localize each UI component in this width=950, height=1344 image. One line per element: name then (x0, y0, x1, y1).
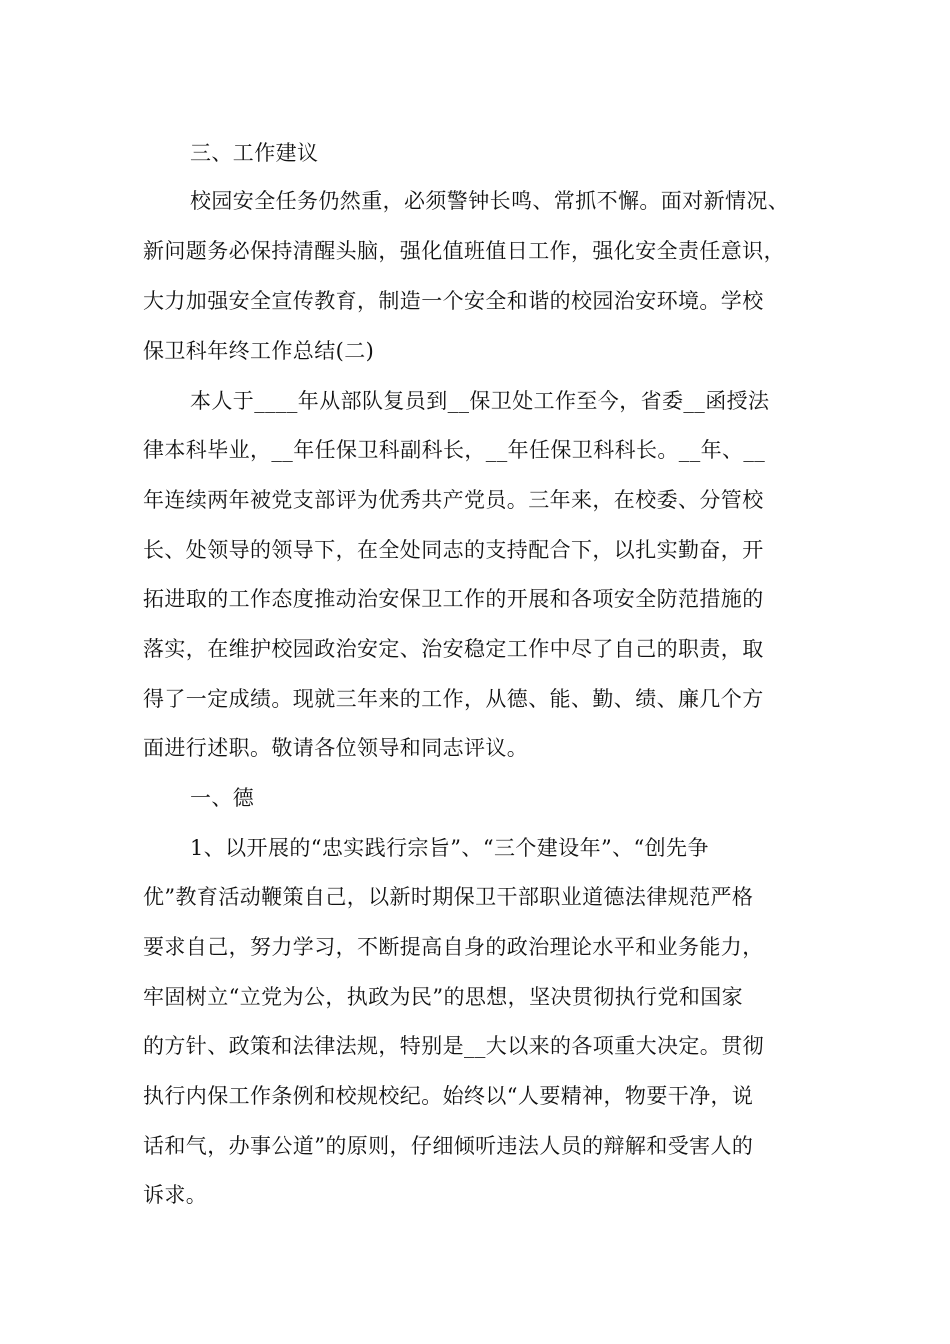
paragraph-line: 诉求。 (143, 1183, 208, 1207)
paragraph-line: 校园安全任务仍然重，必须警钟长鸣、常抓不懈。面对新情况、 (190, 189, 790, 213)
paragraph-line: 律本科毕业，__年任保卫科副科长，__年任保卫科科长。__年、__ (143, 438, 766, 462)
paragraph-line: 大力加强安全宣传教育，制造一个安全和谐的校园治安环境。学校 (143, 289, 764, 313)
paragraph-line: 的方针、政策和法律法规，特别是__大以来的各项重大决定。贯彻 (143, 1034, 764, 1058)
paragraph-line: 新问题务必保持清醒头脑，强化值班值日工作，强化安全责任意识， (143, 239, 785, 263)
paragraph-line: 优”教育活动鞭策自己，以新时期保卫干部职业道德法律规范严格 (143, 885, 754, 909)
paragraph-line: 拓进取的工作态度推动治安保卫工作的开展和各项安全防范措施的 (143, 587, 764, 611)
paragraph-line: 得了一定成绩。现就三年来的工作，从德、能、勤、绩、廉几个方 (143, 687, 764, 711)
paragraph-line: 年连续两年被党支部评为优秀共产党员。三年来，在校委、分管校 (143, 488, 764, 512)
paragraph-line: 执行内保工作条例和校规校纪。始终以“人要精神，物要干净，说 (143, 1084, 754, 1108)
paragraph-line: 1、以开展的“忠实践行宗旨”、“三个建设年”、“创先争 (190, 836, 709, 860)
section-heading-virtue: 一、德 (190, 786, 255, 810)
paragraph-line: 话和气，办事公道”的原则，仔细倾听违法人员的辩解和受害人的 (143, 1134, 754, 1158)
paragraph-line: 落实，在维护校园政治安定、治安稳定工作中尽了自己的职责，取 (143, 637, 764, 661)
paragraph-line: 长、处领导的领导下，在全处同志的支持配合下，以扎实勤奋，开 (143, 538, 764, 562)
paragraph-line: 面进行述职。敬请各位领导和同志评议。 (143, 736, 529, 760)
paragraph-line: 要求自己，努力学习，不断提高自身的政治理论水平和业务能力， (143, 935, 764, 959)
section-heading-work-suggestions: 三、工作建议 (190, 141, 319, 165)
document-subtitle: 保卫科年终工作总结(二) (143, 339, 375, 363)
paragraph-line: 本人于____年从部队复员到__保卫处工作至今，省委__函授法 (190, 389, 770, 413)
paragraph-line: 牢固树立“立党为公，执政为民”的思想，坚决贯彻执行党和国家 (143, 985, 744, 1009)
